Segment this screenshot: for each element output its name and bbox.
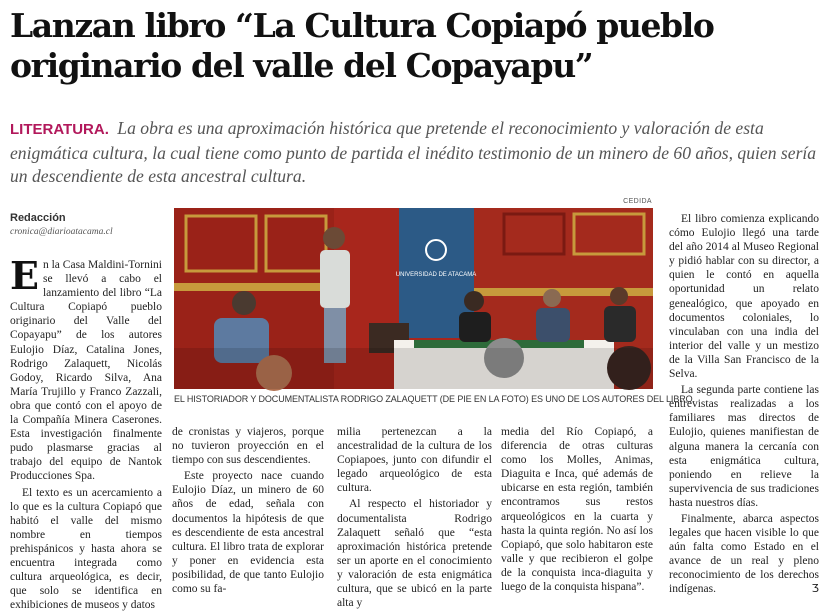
photo-credit: CEDIDA <box>623 198 652 205</box>
byline-author: Redacción <box>10 212 66 224</box>
article-column-4 <box>501 425 653 596</box>
drop-cap: E <box>10 253 39 298</box>
paragraph <box>10 253 162 484</box>
end-mark-icon: Ʒ <box>811 582 819 596</box>
paragraph: La segunda parte contiene las entrevistas realizadas a los familiares mas directos de Eulojio, quienes manifiestan de alguna manera la cercanía con esta enigmática cultura, poniendo en relieve la supervivencia de sus tradiciones hasta nuestros días. <box>669 384 819 509</box>
article-column-1 <box>10 253 162 614</box>
deck-summary <box>10 117 818 189</box>
article-photo <box>174 208 653 389</box>
headline <box>10 6 818 86</box>
article-column-3 <box>337 425 492 612</box>
article-column-2 <box>172 425 324 598</box>
paragraph: milia pertenezcan a la ancestralidad de la cultura de los Copiapoes, junto con difundir el legado arqueológico de esta cultura. <box>337 426 492 495</box>
event-photo-illustration <box>174 208 653 389</box>
paragraph: media del Río Copiapó, a diferencia de otras culturas como los Molles, Animas, Diaguita e Inca, qué además de ubicarse en esta región, también encontramos sus restos arqueológicos en la cuarta y hasta la quinta región. No así los Copiapó, que solo habitaron este valle y que recibieron el golpe de la conquista inca-diaguita y luego de la conquista hispana”. <box>501 426 653 594</box>
deck-text: La obra es una aproximación histórica que pretende el reconocimiento y valoración de esta enigmática cultura, la cual tiene como punto de partida el inédito testimonio de un minero de 60 años, quien sería un descendiente de esta ancestral cultura. <box>10 118 817 186</box>
article-column-5 <box>669 212 819 599</box>
paragraph-text: n la Casa Maldini-Tornini se llevó a cabo el lanzamiento del libro “La Cultura Copiapó pueblo originario del Valle del Copayapu” de los autores Eulojio Díaz, Catalina Jones, Rodrigo Zalaquett, Nicolás Godoy, Ricardo Silva, Ana María Trujillo y Franco Zazzali, obra que contó con el apoyo de la Compañía Minera Caserones. Esta investigación finalmente pudo plasmarse gracias al trabajo del equipo de Nantok Producciones Spa. <box>10 259 162 483</box>
headline-line-2: originario del valle del Copayapu” <box>10 46 593 85</box>
banner-text: UNIVERSIDAD DE ATACAMA <box>395 272 477 278</box>
section-kicker: LITERATURA. <box>10 121 109 138</box>
headline-line-1: Lanzan libro “La Cultura Copiapó pueblo <box>10 6 714 45</box>
photo-caption: EL HISTORIADOR Y DOCUMENTALISTA RODRIGO ZALAQUETT (DE PIE EN LA FOTO) ES UNO DE LOS AUTORES DEL LIBRO. <box>174 394 695 404</box>
byline-email[interactable]: cronica@diarioatacama.cl <box>10 227 113 237</box>
paragraph-text: Finalmente, abarca aspectos legales que hacen visible lo que aún falta como Estado en el avance de un real y pleno reconocimiento de los derechos indígenas. <box>669 512 819 596</box>
byline <box>10 212 170 237</box>
paragraph: de cronistas y viajeros, porque no tuvieron proyección en el tiempo con sus descendientes. <box>172 426 324 467</box>
paragraph: Al respecto el historiador y documentalista Rodrigo Zalaquett señaló que “esta aproximación histórica pretende ser un aporte en el conocimiento y valoración de esta enigmática cultura, que se ubicó en la parte alta y <box>337 498 492 610</box>
paragraph: Este proyecto nace cuando Eulojio Díaz, un minero de 60 años de edad, señala con documentos la hipótesis de que es descendiente de esta ancestral cultura. El libro trata de explorar y poner en evidencia esta posibilidad, de que tanto Eulojio como su fa- <box>172 470 324 596</box>
paragraph <box>669 512 819 597</box>
paragraph: El texto es un acercamiento a lo que es la cultura Copiapó que habitó el valle del mismo nombre en tiempos prehispánicos y hasta ahora se encuentra integrada como cultura arqueológica, es decir, que solo se identifica en exhibiciones de museos y datos <box>10 486 162 612</box>
paragraph: El libro comienza explicando cómo Eulojio llegó una tarde del año 2014 al Museo Regional y pidió hablar con su director, a quien le contó en aquella oportunidad un relato genealógico, que apoyado en documentos coloniales, lo vinculaban con una india del interior del valle y un mestizo de la Villa San Francisco de la Selva. <box>669 213 819 381</box>
